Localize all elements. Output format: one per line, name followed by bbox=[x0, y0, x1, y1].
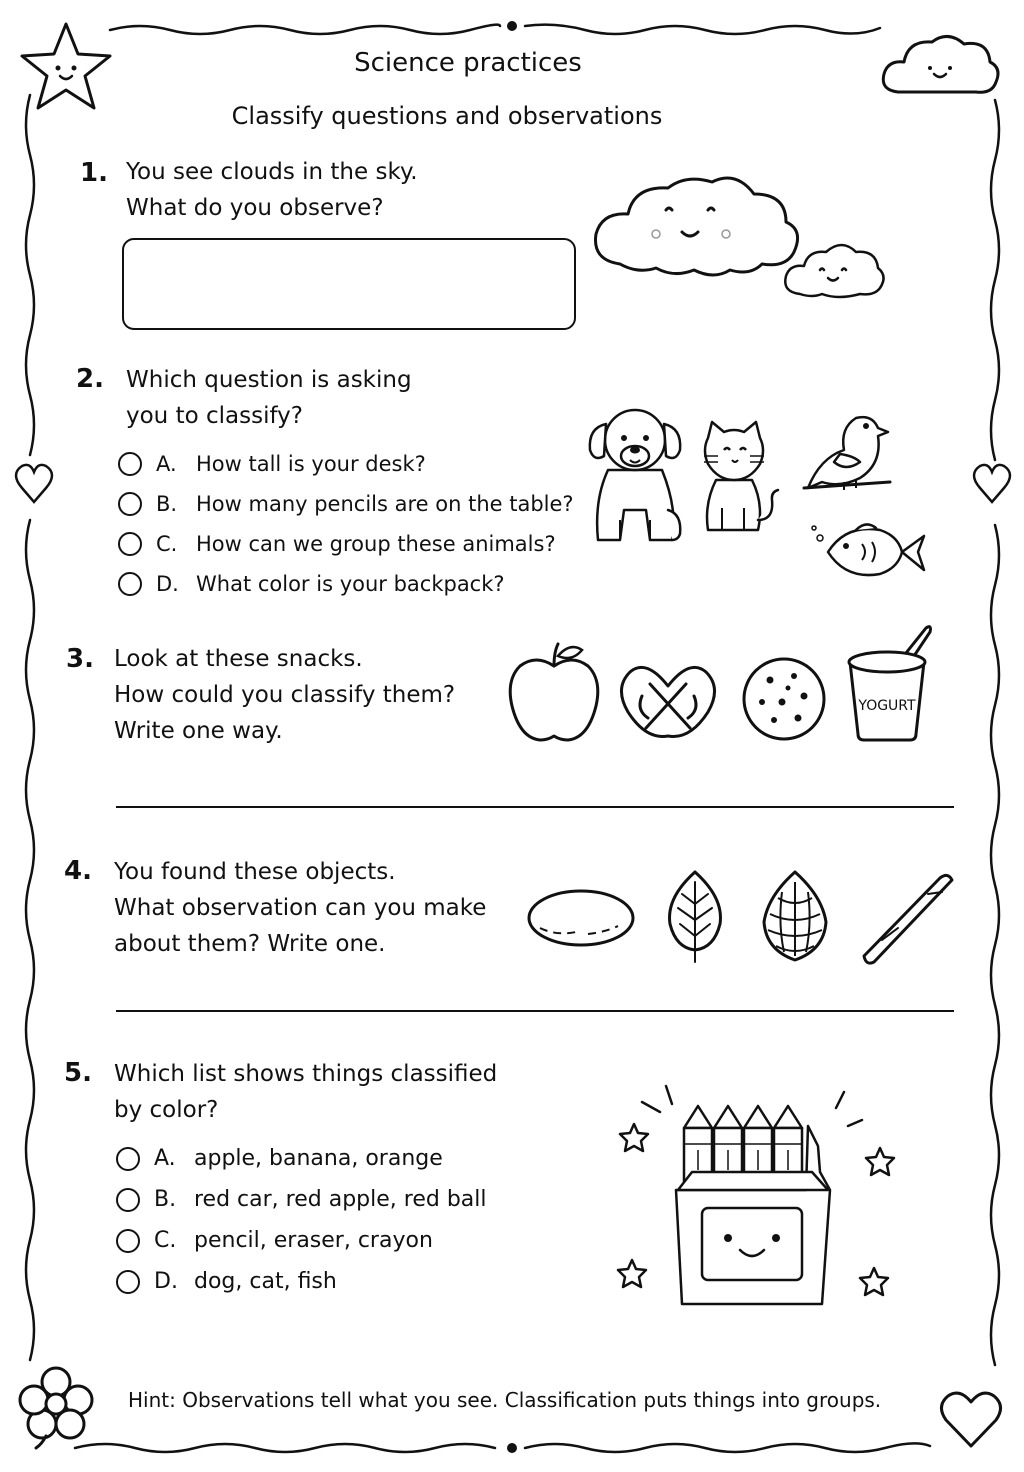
question-1-answer-box[interactable] bbox=[122, 238, 576, 330]
flower-icon bbox=[16, 1366, 94, 1452]
option-text: What color is your backpack? bbox=[196, 572, 505, 596]
question-3-line: How could you classify them? bbox=[114, 682, 456, 708]
question-5-option-b[interactable] bbox=[116, 1179, 487, 1220]
question-3-answer-line[interactable] bbox=[116, 806, 954, 808]
pinecone-icon bbox=[758, 868, 832, 964]
question-5-option-d[interactable] bbox=[116, 1261, 487, 1302]
option-text: pencil, eraser, crayon bbox=[194, 1228, 433, 1253]
option-text: dog, cat, fish bbox=[194, 1269, 337, 1294]
question-2-line: Which question is asking bbox=[126, 367, 412, 393]
option-letter: A. bbox=[156, 452, 177, 476]
question-4-line: What observation can you make bbox=[114, 895, 487, 921]
question-2-text bbox=[126, 362, 412, 434]
question-2-line: you to classify? bbox=[126, 403, 303, 429]
question-1-line: You see clouds in the sky. bbox=[126, 159, 418, 185]
question-4-answer-line[interactable] bbox=[116, 1010, 954, 1012]
radio-button[interactable] bbox=[118, 572, 142, 596]
option-text: How tall is your desk? bbox=[196, 452, 426, 476]
pretzel-icon bbox=[616, 656, 720, 742]
question-5-option-a[interactable] bbox=[116, 1138, 487, 1179]
radio-button[interactable] bbox=[118, 452, 142, 476]
cookie-icon bbox=[740, 656, 828, 742]
option-letter: D. bbox=[156, 572, 179, 596]
question-1-text bbox=[126, 154, 418, 226]
radio-button[interactable] bbox=[118, 532, 142, 556]
question-5-line: by color? bbox=[114, 1097, 219, 1123]
option-letter: C. bbox=[154, 1228, 177, 1253]
option-text: How many pencils are on the table? bbox=[196, 492, 574, 516]
worksheet-title: Science practices bbox=[354, 48, 582, 78]
option-letter: B. bbox=[154, 1187, 177, 1212]
clouds-icon bbox=[590, 172, 890, 302]
cat-icon bbox=[698, 420, 780, 534]
question-2-options bbox=[118, 444, 574, 604]
question-1-line: What do you observe? bbox=[126, 195, 384, 221]
question-1-number: 1. bbox=[80, 158, 108, 188]
question-5-number: 5. bbox=[64, 1058, 92, 1088]
question-3-line: Write one way. bbox=[114, 718, 283, 744]
question-2-option-b[interactable] bbox=[118, 484, 574, 524]
question-3-line: Look at these snacks. bbox=[114, 646, 363, 672]
hint-text: Hint: Observations tell what you see. Classification puts things into groups. bbox=[128, 1388, 882, 1412]
question-4-text bbox=[114, 854, 486, 962]
question-2-number: 2. bbox=[76, 364, 104, 394]
apple-icon bbox=[506, 640, 602, 744]
bird-icon bbox=[800, 408, 892, 504]
question-3-text bbox=[114, 641, 455, 749]
option-text: apple, banana, orange bbox=[194, 1146, 443, 1171]
option-text: red car, red apple, red ball bbox=[194, 1187, 487, 1212]
option-letter: B. bbox=[156, 492, 178, 516]
question-2-option-a[interactable] bbox=[118, 444, 574, 484]
question-4-number: 4. bbox=[64, 856, 92, 886]
question-5-line: Which list shows things classified bbox=[114, 1061, 498, 1087]
question-2-option-c[interactable] bbox=[118, 524, 574, 564]
radio-button[interactable] bbox=[118, 492, 142, 516]
question-5-option-c[interactable] bbox=[116, 1220, 487, 1261]
question-4-line: You found these objects. bbox=[114, 859, 396, 885]
question-5-options bbox=[116, 1138, 487, 1302]
dog-icon bbox=[580, 400, 690, 550]
yogurt-icon bbox=[842, 622, 938, 744]
question-2-option-d[interactable] bbox=[118, 564, 574, 604]
option-text: How can we group these animals? bbox=[196, 532, 556, 556]
option-letter: C. bbox=[156, 532, 178, 556]
stick-icon bbox=[858, 870, 954, 966]
leaf-icon bbox=[664, 868, 726, 964]
heart-icon bbox=[938, 1388, 1004, 1450]
crayon-box-icon bbox=[612, 1080, 902, 1312]
question-3-number: 3. bbox=[66, 644, 94, 674]
yogurt-label: YOGURT bbox=[858, 698, 916, 714]
worksheet-subtitle: Classify questions and observations bbox=[231, 102, 663, 130]
question-4-line: about them? Write one. bbox=[114, 931, 386, 957]
fish-icon bbox=[810, 518, 928, 586]
question-5-text bbox=[114, 1056, 497, 1128]
radio-button[interactable] bbox=[116, 1147, 140, 1171]
radio-button[interactable] bbox=[116, 1188, 140, 1212]
radio-button[interactable] bbox=[116, 1229, 140, 1253]
rock-icon bbox=[526, 888, 636, 950]
radio-button[interactable] bbox=[116, 1270, 140, 1294]
option-letter: D. bbox=[154, 1269, 178, 1294]
option-letter: A. bbox=[154, 1146, 176, 1171]
